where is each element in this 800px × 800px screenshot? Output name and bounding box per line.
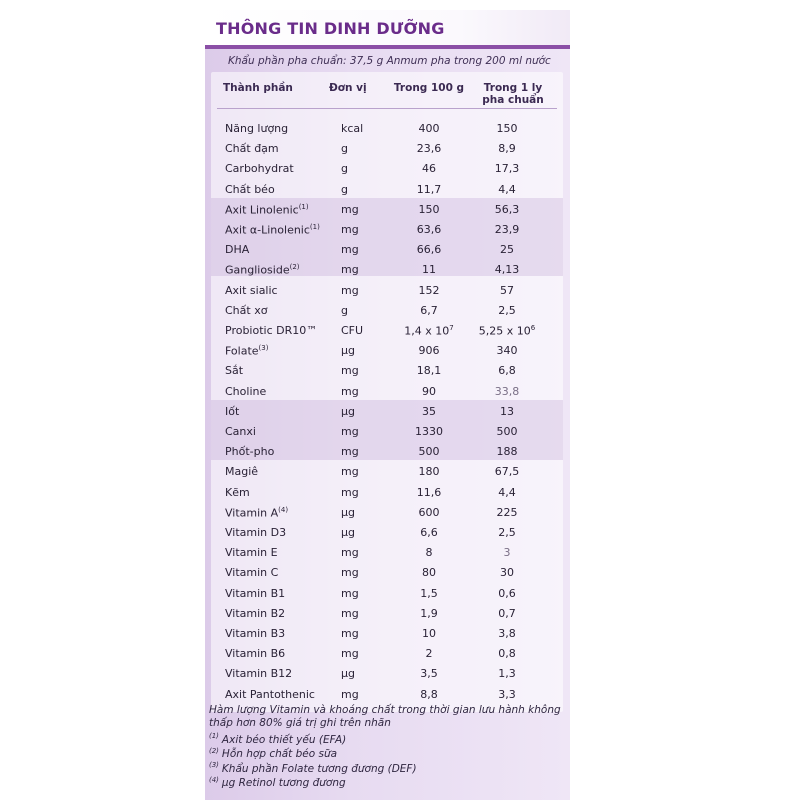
row-value-per-100g-text: 600 (418, 505, 440, 519)
row-value-per-100g-text: 46 (422, 162, 436, 176)
row-value-per-glass-text: 4,4 (498, 485, 516, 499)
row-value-per-100g-text: 8,8 (420, 687, 438, 701)
row-value-per-glass-text: 33,8 (494, 384, 520, 398)
row-ingredient-name (225, 405, 239, 418)
row-value-per-100g (389, 627, 469, 640)
row-value-per-100g-superscript: 7 (449, 324, 454, 332)
footnote-item (209, 747, 337, 761)
row-value-per-100g-text: 90 (422, 384, 436, 398)
row-ingredient-name (225, 566, 278, 579)
row-unit-text: mg (341, 606, 359, 620)
row-value-per-glass (467, 526, 547, 539)
row-value-per-glass (467, 607, 547, 620)
row-value-per-glass (467, 142, 547, 155)
row-value-per-glass-text: 0,7 (498, 606, 516, 620)
row-unit (341, 344, 355, 357)
row-ingredient-name (225, 526, 286, 539)
row-value-per-glass (467, 667, 547, 680)
row-value-per-100g-text: 35 (422, 404, 436, 418)
row-value-per-glass (467, 385, 547, 398)
row-ingredient-name-text: Vitamin A (225, 506, 279, 520)
row-value-per-100g-text: 1,4 x 10 (404, 324, 450, 338)
row-unit (341, 607, 359, 620)
row-value-per-100g (389, 546, 469, 559)
footnote-mark: (4) (209, 775, 219, 784)
row-value-per-glass-text: 150 (496, 122, 518, 135)
row-value-per-100g (389, 465, 469, 478)
row-value-per-100g (389, 304, 469, 317)
row-ingredient-name-text: Vitamin B12 (225, 667, 293, 681)
row-value-per-glass (467, 364, 547, 377)
row-ingredient-name-text: Chất đạm (225, 142, 279, 156)
column-header-per-100g: Trong 100 g (393, 82, 465, 94)
row-value-per-100g-text: 500 (418, 445, 440, 459)
row-ingredient-name-text: Folate (225, 344, 259, 358)
row-unit-text: kcal (341, 122, 364, 135)
row-ingredient-name-text: Kẽm (225, 485, 250, 499)
row-value-per-glass (467, 546, 547, 559)
row-unit-text: mg (341, 283, 359, 297)
row-unit (341, 385, 359, 398)
row-value-per-glass-text: 30 (500, 566, 514, 580)
row-ingredient-name-text: Vitamin D3 (225, 526, 287, 539)
row-value-per-100g-text: 11 (422, 263, 436, 277)
row-value-per-glass (467, 183, 547, 196)
row-ingredient-name-text: Sắt (225, 364, 244, 378)
row-value-per-100g (389, 122, 469, 135)
row-value-per-100g (389, 607, 469, 620)
row-value-per-100g (389, 344, 469, 357)
row-unit-text: µg (341, 344, 355, 358)
row-value-per-100g-text: 23,6 (416, 142, 442, 156)
row-value-per-glass-text: 13 (500, 404, 514, 418)
serving-size-note: Khẩu phần pha chuẩn: 37,5 g Anmum pha trong 200 ml nước (228, 55, 551, 67)
row-value-per-100g (389, 162, 469, 175)
row-unit-text: g (341, 162, 348, 176)
row-unit-text: CFU (341, 324, 364, 337)
row-ingredient-name-superscript: (2) (289, 263, 300, 272)
row-unit-text: mg (341, 687, 359, 701)
row-unit (341, 627, 359, 640)
row-ingredient-name-text: Vitamin B3 (225, 627, 286, 640)
row-value-per-glass-text: 3,8 (498, 627, 516, 640)
row-value-per-100g-text: 1,5 (420, 586, 438, 600)
row-value-per-glass-text: 0,6 (498, 586, 516, 600)
row-unit-text: mg (341, 384, 359, 398)
row-unit (341, 304, 348, 317)
row-value-per-100g-text: 10 (422, 627, 436, 640)
row-value-per-glass-text: 17,3 (494, 162, 520, 176)
row-value-per-glass-text: 1,3 (498, 667, 516, 681)
row-value-per-100g-text: 906 (418, 344, 440, 358)
row-value-per-glass (467, 465, 547, 478)
row-ingredient-name-text: Phốt-pho (225, 445, 275, 459)
row-unit (341, 405, 355, 418)
row-unit-text: mg (341, 485, 359, 499)
footnote-text: Khẩu phần Folate tương đương (DEF) (221, 762, 417, 775)
row-ingredient-name (225, 122, 288, 135)
row-unit (341, 526, 355, 539)
row-value-per-100g (389, 203, 469, 216)
row-unit (341, 566, 359, 579)
row-value-per-100g-text: 3,5 (420, 667, 438, 681)
row-value-per-glass (467, 122, 547, 135)
row-value-per-glass-text: 5,25 x 10 (478, 324, 531, 338)
row-value-per-100g (389, 506, 469, 519)
row-ingredient-name (225, 162, 294, 175)
row-unit (341, 647, 359, 660)
row-value-per-100g (389, 667, 469, 680)
row-ingredient-name (225, 284, 278, 297)
row-value-per-100g (389, 647, 469, 660)
row-value-per-glass-text: 8,9 (498, 142, 516, 156)
row-unit-text: g (341, 142, 348, 156)
row-ingredient-name (225, 607, 285, 620)
row-unit (341, 465, 359, 478)
row-value-per-100g (389, 587, 469, 600)
row-value-per-100g (389, 284, 469, 297)
row-value-per-glass (467, 324, 547, 338)
row-value-per-100g (389, 183, 469, 196)
row-unit (341, 486, 359, 499)
row-value-per-glass (467, 162, 547, 175)
row-ingredient-name-text: Axit sialic (225, 283, 278, 297)
row-value-per-glass-text: 23,9 (494, 223, 520, 236)
row-unit-text: mg (341, 566, 359, 580)
footnote-mark: (2) (209, 746, 219, 755)
row-value-per-glass (467, 405, 547, 418)
row-ingredient-name (225, 627, 285, 640)
footnote-item (209, 761, 417, 775)
row-ingredient-name (225, 223, 320, 237)
row-unit-text: µg (341, 404, 355, 418)
row-value-per-glass-text: 67,5 (494, 465, 520, 479)
row-ingredient-name (225, 506, 288, 520)
row-unit-text: mg (341, 364, 359, 378)
row-value-per-100g (389, 445, 469, 458)
row-ingredient-name-text: Axit α-Linolenic (225, 223, 310, 237)
row-value-per-glass-text: 4,13 (494, 263, 520, 277)
row-ingredient-name (225, 385, 266, 398)
row-value-per-100g (389, 526, 469, 539)
row-unit (341, 243, 359, 256)
row-value-per-glass-text: 57 (500, 283, 514, 297)
row-ingredient-name-text: Choline (225, 384, 267, 398)
row-ingredient-name-text: Chất béo (225, 182, 275, 196)
footnote-main: Hàm lượng Vitamin và khoáng chất trong thời gian lưu hành không thấp hơn 80% giá trị ghi trên nhãn (209, 704, 561, 729)
column-header-ingredient: Thành phần (223, 82, 293, 94)
row-unit-text: g (341, 303, 348, 317)
footnote-item (209, 732, 346, 746)
row-value-per-glass-text: 500 (496, 425, 518, 438)
footnote-text: Hỗn hợp chất béo sữa (221, 748, 338, 760)
row-value-per-100g (389, 223, 469, 236)
row-value-per-100g (389, 566, 469, 579)
row-value-per-glass (467, 223, 547, 236)
row-value-per-glass (467, 344, 547, 357)
row-value-per-glass-text: 4,4 (498, 182, 516, 196)
row-ingredient-name-superscript: (4) (278, 505, 289, 514)
column-header-unit: Đơn vị (329, 82, 367, 94)
row-unit-text: mg (341, 647, 359, 661)
row-value-per-100g-text: 8 (425, 546, 433, 560)
row-unit (341, 183, 348, 196)
row-unit-text: mg (341, 202, 359, 216)
row-value-per-glass-superscript: 6 (530, 324, 536, 332)
row-ingredient-name-text: Vitamin B1 (225, 586, 286, 600)
row-ingredient-name-text: Axit Pantothenic (225, 687, 315, 701)
row-ingredient-name (225, 486, 250, 499)
row-value-per-glass (467, 627, 547, 640)
row-value-per-100g (389, 405, 469, 418)
row-value-per-100g-text: 11,7 (416, 182, 442, 196)
row-unit-text: mg (341, 627, 359, 640)
row-value-per-100g-text: 80 (422, 566, 436, 580)
row-value-per-100g-text: 6,6 (420, 526, 438, 539)
row-unit-text: mg (341, 465, 359, 479)
row-unit (341, 546, 359, 559)
row-value-per-glass-text: 3 (503, 546, 511, 560)
row-ingredient-name-text: Axit Linolenic (225, 203, 299, 217)
row-value-per-100g (389, 486, 469, 499)
row-unit (341, 364, 359, 377)
nutrition-table (211, 72, 563, 712)
row-value-per-glass-text: 2,5 (498, 526, 516, 539)
row-value-per-glass (467, 647, 547, 660)
row-value-per-glass-text: 25 (500, 243, 514, 257)
row-ingredient-name (225, 667, 292, 680)
row-value-per-glass (467, 243, 547, 256)
row-ingredient-name (225, 304, 267, 317)
footnote-text: µg Retinol tương đương (221, 777, 346, 789)
row-unit-text: mg (341, 445, 359, 459)
row-unit-text: µg (341, 505, 355, 519)
row-value-per-100g-text: 1330 (415, 425, 443, 438)
row-ingredient-name-text: Vitamin B6 (225, 647, 286, 661)
row-value-per-glass-text: 6,8 (498, 364, 516, 378)
row-ingredient-name (225, 243, 249, 256)
row-unit (341, 263, 359, 276)
row-value-per-100g (389, 243, 469, 256)
row-unit (341, 667, 355, 680)
row-unit (341, 142, 348, 155)
row-value-per-100g-text: 18,1 (416, 364, 442, 378)
row-ingredient-name (225, 445, 274, 458)
row-unit (341, 688, 359, 701)
row-unit (341, 284, 359, 297)
row-value-per-glass (467, 688, 547, 701)
row-ingredient-name (225, 425, 256, 438)
row-ingredient-name (225, 465, 258, 478)
row-value-per-glass (467, 445, 547, 458)
row-unit (341, 587, 359, 600)
row-ingredient-name-superscript: (1) (298, 202, 309, 211)
row-ingredient-name-text: Năng lượng (225, 122, 289, 135)
row-ingredient-name (225, 647, 285, 660)
row-value-per-glass-text: 225 (496, 505, 518, 519)
row-value-per-100g-text: 180 (418, 465, 440, 479)
row-value-per-glass (467, 284, 547, 297)
row-value-per-glass (467, 425, 547, 438)
row-value-per-100g-text: 1,9 (420, 606, 438, 620)
row-value-per-glass (467, 506, 547, 519)
row-unit-text: mg (341, 243, 359, 257)
row-ingredient-name (225, 203, 309, 217)
footnote-mark: (3) (209, 761, 219, 769)
row-value-per-100g-text: 152 (418, 283, 440, 297)
row-ingredient-name-superscript: (3) (258, 344, 269, 353)
footnote-text: Axit béo thiết yếu (EFA) (221, 733, 347, 746)
row-ingredient-name-text: Vitamin C (225, 566, 279, 580)
row-value-per-100g (389, 263, 469, 276)
row-ingredient-name-superscript: (1) (309, 223, 320, 231)
row-unit (341, 445, 359, 458)
row-value-per-100g-text: 11,6 (416, 485, 442, 499)
row-value-per-glass-text: 3,3 (498, 687, 516, 701)
row-ingredient-name (225, 364, 243, 377)
row-ingredient-name-text: Vitamin B2 (225, 606, 286, 620)
row-unit-text: mg (341, 586, 359, 600)
row-unit (341, 203, 359, 216)
row-value-per-glass (467, 203, 547, 216)
row-value-per-100g (389, 425, 469, 438)
header-divider (217, 108, 557, 109)
row-ingredient-name-text: Probiotic DR10™ (225, 324, 318, 337)
row-ingredient-name-text: Magiê (225, 465, 259, 479)
row-unit (341, 425, 359, 438)
row-value-per-glass-text: 2,5 (498, 303, 516, 317)
row-ingredient-name-text: DHA (225, 243, 250, 257)
row-ingredient-name (225, 587, 285, 600)
row-ingredient-name-text: Ganglioside (225, 264, 290, 278)
row-unit-text: mg (341, 223, 359, 236)
footnote-item (209, 776, 346, 790)
row-value-per-100g (389, 324, 469, 338)
row-value-per-glass-text: 340 (496, 344, 518, 358)
row-value-per-glass (467, 566, 547, 579)
row-value-per-glass (467, 486, 547, 499)
row-unit-text: mg (341, 546, 359, 560)
row-ingredient-name (225, 344, 268, 358)
row-unit-text: mg (341, 263, 359, 277)
row-unit (341, 122, 363, 135)
row-ingredient-name-text: Vitamin E (225, 546, 278, 560)
row-ingredient-name-text: Iốt (225, 404, 240, 418)
row-ingredient-name (225, 142, 279, 155)
row-unit (341, 223, 359, 236)
row-ingredient-name (225, 546, 278, 559)
row-unit-text: g (341, 182, 348, 196)
column-header-per-glass-line2: pha chuẩn (482, 94, 544, 106)
row-unit-text: µg (341, 526, 355, 539)
nutrition-label-panel (205, 10, 570, 800)
row-ingredient-name (225, 183, 275, 196)
row-unit-text: mg (341, 425, 359, 438)
row-unit (341, 324, 363, 337)
row-value-per-100g-text: 63,6 (416, 223, 442, 236)
column-header-per-glass (473, 82, 553, 106)
row-unit-text: µg (341, 667, 355, 681)
row-ingredient-name (225, 324, 317, 337)
title-header (205, 10, 570, 45)
row-value-per-100g (389, 385, 469, 398)
row-value-per-glass-text: 0,8 (498, 647, 516, 661)
row-ingredient-name-text: Chất xơ (225, 303, 268, 317)
row-value-per-100g (389, 364, 469, 377)
row-ingredient-name (225, 688, 315, 701)
row-ingredient-name-text: Canxi (225, 425, 256, 438)
row-unit (341, 162, 348, 175)
row-ingredient-name-text: Carbohydrat (225, 162, 294, 176)
row-value-per-glass (467, 304, 547, 317)
row-value-per-100g-text: 2 (425, 647, 433, 661)
row-value-per-glass-text: 188 (496, 445, 518, 459)
column-header-per-glass-line1: Trong 1 ly (483, 82, 543, 94)
row-value-per-glass-text: 56,3 (494, 202, 520, 216)
footnote-mark: (1) (209, 732, 219, 740)
label-title: THÔNG TIN DINH DƯỠNG (216, 19, 445, 38)
title-underline (205, 45, 570, 49)
row-ingredient-name (225, 263, 300, 277)
row-value-per-100g-text: 66,6 (416, 243, 442, 257)
row-value-per-100g (389, 142, 469, 155)
row-value-per-glass (467, 587, 547, 600)
row-value-per-glass (467, 263, 547, 276)
row-value-per-100g-text: 6,7 (420, 303, 438, 317)
row-value-per-100g-text: 150 (418, 202, 440, 216)
row-value-per-100g-text: 400 (418, 122, 440, 135)
row-unit (341, 506, 355, 519)
row-value-per-100g (389, 688, 469, 701)
